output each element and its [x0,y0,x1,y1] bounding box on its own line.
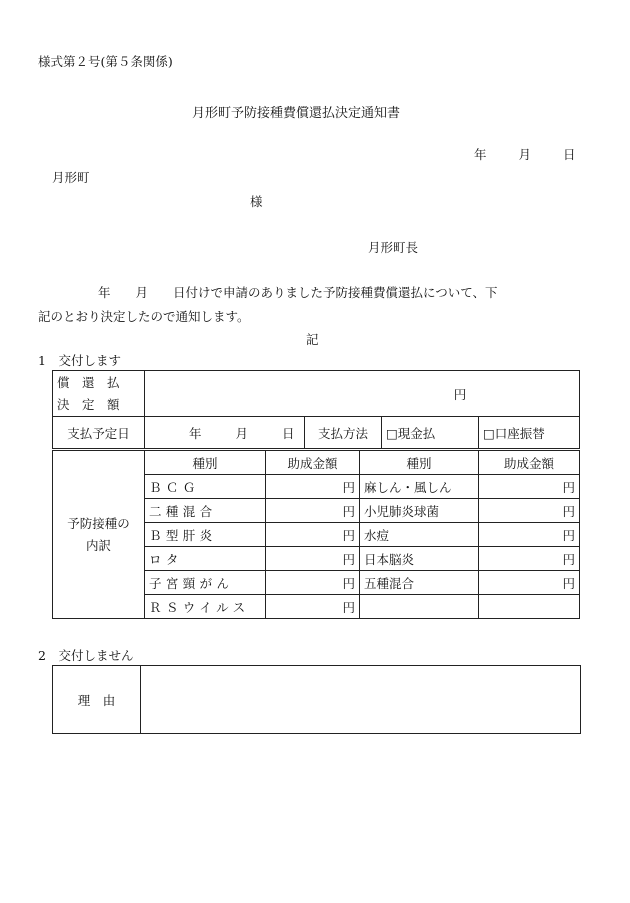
payment-method-label: 支払方法 [305,417,382,449]
vaccine-type-right [360,595,479,619]
amount-value: 円 [145,371,580,417]
subsidy-amount-left[interactable]: 円 [266,571,360,595]
breakdown-table [52,450,580,619]
vaccine-type-left: ロタ [145,547,266,571]
vaccine-type-right: 小児肺炎球菌 [360,499,479,523]
subsidy-amount-left[interactable]: 円 [266,547,360,571]
header-type-left: 種別 [145,451,266,475]
breakdown-label: 予防接種の 内訳 [53,451,145,619]
date-line [474,145,576,163]
subsidy-amount-right[interactable]: 円 [479,571,580,595]
header-type-right: 種別 [360,451,479,475]
date-year: 年 [474,147,487,162]
vaccine-type-left: ＢＣＧ [145,475,266,499]
date-month: 月 [518,147,532,162]
amount-label: 償 還 払 決 定 額 [53,371,145,417]
header-amount-right: 助成金額 [479,451,580,475]
vaccine-type-right: 麻しん・風しん [360,475,479,499]
date-day: 日 [563,147,576,162]
body-line-1: 年 月 日付けで申請のありました予防接種費償還払について、下 [98,285,498,300]
subsidy-amount-left[interactable]: 円 [266,595,360,619]
body-line-2: 記のとおり決定したので通知します。 [38,309,250,324]
ki-heading: 記 [306,332,319,347]
reason-label: 理 由 [53,666,141,734]
payment-date-value: 年 月 日 [145,417,305,449]
form-number: 様式第２号(第５条関係) [38,54,173,69]
payment-option-cash[interactable]: □現金払 [382,417,479,449]
vaccine-type-left: ＲＳウイルス [145,595,266,619]
header-amount-left: 助成金額 [266,451,360,475]
subsidy-amount-left[interactable]: 円 [266,475,360,499]
subsidy-amount-right[interactable]: 円 [479,547,580,571]
recipient-town: 月形町 [52,170,90,185]
subsidy-amount-right [479,595,580,619]
subsidy-amount-left[interactable]: 円 [266,523,360,547]
subsidy-amount-left[interactable]: 円 [266,499,360,523]
payment-date-label: 支払予定日 [53,417,145,449]
vaccine-type-right: 五種混合 [360,571,479,595]
vaccine-type-left: Ｂ型肝炎 [145,523,266,547]
sender: 月形町長 [368,240,419,255]
vaccine-type-left: 子宮頸がん [145,571,266,595]
subsidy-amount-right[interactable]: 円 [479,499,580,523]
vaccine-type-left: 二種混合 [145,499,266,523]
subsidy-amount-right[interactable]: 円 [479,523,580,547]
amount-table [52,370,580,449]
vaccine-type-right: 日本脳炎 [360,547,479,571]
reason-table [52,665,581,734]
section1-heading: 1 交付します [38,353,121,368]
vaccine-type-right: 水痘 [360,523,479,547]
document-title: 月形町予防接種費償還払決定通知書 [192,106,401,121]
section2-heading: 2 交付しません [38,648,134,663]
subsidy-amount-right[interactable]: 円 [479,475,580,499]
payment-option-transfer[interactable]: □口座振替 [479,417,580,449]
reason-field[interactable] [141,666,581,734]
recipient-honorific: 様 [250,194,263,209]
